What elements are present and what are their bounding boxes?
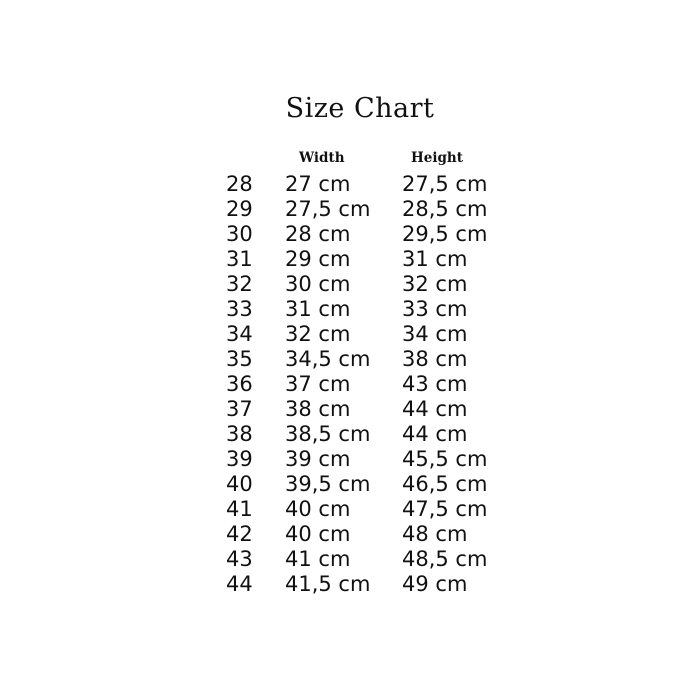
table-row [0, 472, 700, 497]
table-row [0, 247, 700, 272]
table-row [0, 572, 700, 597]
size-cell: 30 [226, 222, 253, 246]
width-cell: 41 cm [285, 547, 351, 571]
height-cell: 31 cm [402, 247, 468, 271]
size-cell: 28 [226, 172, 253, 196]
width-cell: 37 cm [285, 372, 351, 396]
height-cell: 48 cm [402, 522, 468, 546]
size-cell: 38 [226, 422, 253, 446]
size-cell: 32 [226, 272, 253, 296]
width-cell: 38 cm [285, 397, 351, 421]
width-cell: 39 cm [285, 447, 351, 471]
table-row [0, 372, 700, 397]
width-cell: 31 cm [285, 297, 351, 321]
table-row [0, 447, 700, 472]
size-cell: 31 [226, 247, 253, 271]
size-cell: 39 [226, 447, 253, 471]
size-cell: 37 [226, 397, 253, 421]
size-cell: 40 [226, 472, 253, 496]
table-row [0, 347, 700, 372]
height-cell: 46,5 cm [402, 472, 488, 496]
width-cell: 40 cm [285, 497, 351, 521]
height-cell: 43 cm [402, 372, 468, 396]
table-row [0, 397, 700, 422]
size-cell: 34 [226, 322, 253, 346]
size-cell: 42 [226, 522, 253, 546]
column-header-width: Width [299, 150, 345, 166]
width-cell: 30 cm [285, 272, 351, 296]
table-row [0, 522, 700, 547]
height-cell: 29,5 cm [402, 222, 488, 246]
table-row [0, 172, 700, 197]
height-cell: 38 cm [402, 347, 468, 371]
size-cell: 35 [226, 347, 253, 371]
height-cell: 34 cm [402, 322, 468, 346]
size-cell: 36 [226, 372, 253, 396]
height-cell: 32 cm [402, 272, 468, 296]
table-row [0, 497, 700, 522]
height-cell: 44 cm [402, 422, 468, 446]
width-cell: 32 cm [285, 322, 351, 346]
column-header-height: Height [411, 150, 463, 166]
width-cell: 29 cm [285, 247, 351, 271]
table-row [0, 422, 700, 447]
width-cell: 34,5 cm [285, 347, 371, 371]
size-cell: 33 [226, 297, 253, 321]
height-cell: 49 cm [402, 572, 468, 596]
table-row [0, 222, 700, 247]
width-cell: 27,5 cm [285, 197, 371, 221]
width-cell: 40 cm [285, 522, 351, 546]
size-cell: 41 [226, 497, 253, 521]
height-cell: 45,5 cm [402, 447, 488, 471]
table-row [0, 297, 700, 322]
width-cell: 28 cm [285, 222, 351, 246]
width-cell: 27 cm [285, 172, 351, 196]
chart-title: Size Chart [285, 93, 435, 124]
height-cell: 33 cm [402, 297, 468, 321]
height-cell: 28,5 cm [402, 197, 488, 221]
table-row [0, 547, 700, 572]
height-cell: 27,5 cm [402, 172, 488, 196]
size-table [0, 172, 700, 597]
height-cell: 44 cm [402, 397, 468, 421]
height-cell: 47,5 cm [402, 497, 488, 521]
height-cell: 48,5 cm [402, 547, 488, 571]
width-cell: 41,5 cm [285, 572, 371, 596]
size-cell: 43 [226, 547, 253, 571]
width-cell: 38,5 cm [285, 422, 371, 446]
table-row [0, 322, 700, 347]
table-row [0, 197, 700, 222]
size-cell: 29 [226, 197, 253, 221]
size-cell: 44 [226, 572, 253, 596]
width-cell: 39,5 cm [285, 472, 371, 496]
table-row [0, 272, 700, 297]
